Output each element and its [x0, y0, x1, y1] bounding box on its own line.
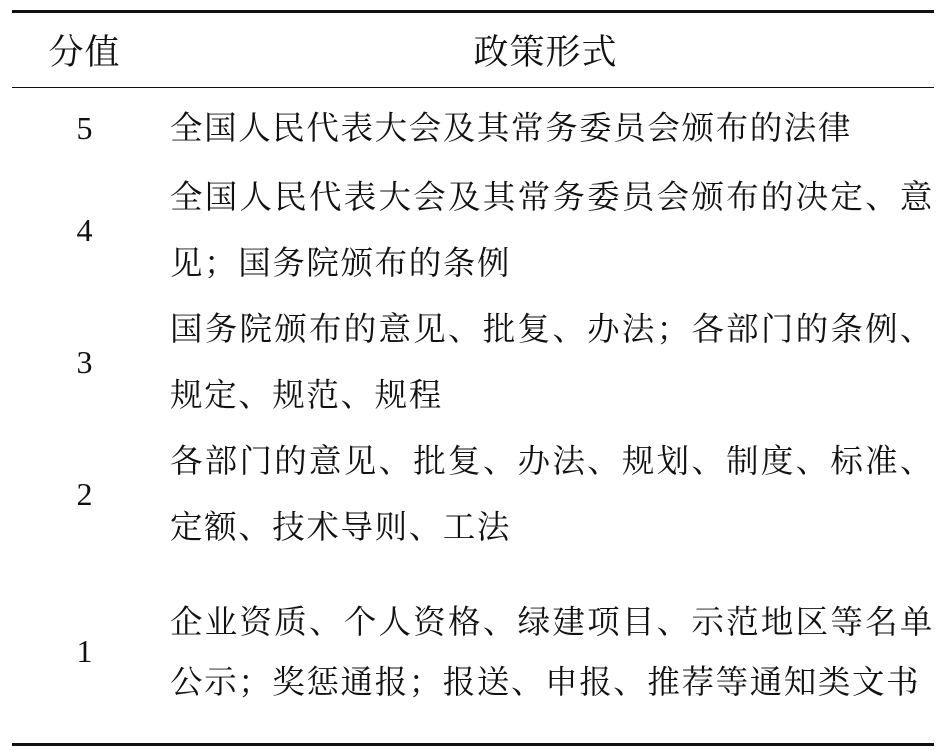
- table-header-row: [12, 13, 934, 87]
- score-cell: 2: [76, 475, 93, 512]
- policy-form-text: 全国人民代表大会及其常务委员会颁布的决定、意见；国务院颁布的条例: [170, 178, 934, 282]
- score-cell: 4: [76, 211, 93, 248]
- score-cell: 3: [76, 343, 93, 380]
- policy-form-cell: [170, 92, 934, 164]
- header-score: 分值: [48, 33, 121, 73]
- table-header-rule: [12, 87, 934, 88]
- table-row: [12, 92, 934, 164]
- policy-form-text: 国务院颁布的意见、批复、办法；各部门的条例、规定、规范、规程: [170, 310, 934, 414]
- policy-form-text: 全国人民代表大会及其常务委员会颁布的法律: [170, 109, 853, 147]
- score-cell: 5: [76, 109, 93, 146]
- table-row: [12, 164, 934, 296]
- policy-form-text: 企业资质、个人资格、绿建项目、示范地区等名单公示；奖惩通报；报送、申报、推荐等通知类文书: [170, 602, 934, 701]
- policy-form-cell: [170, 560, 934, 743]
- policy-form-text: 各部门的意见、批复、办法、规划、制度、标准、定额、技术导则、工法: [170, 442, 934, 546]
- score-cell: 1: [76, 633, 93, 669]
- header-policy-form: 政策形式: [473, 33, 618, 73]
- table-row: [12, 560, 934, 743]
- table-bottom-rule: [12, 743, 934, 746]
- table-row: [12, 428, 934, 560]
- policy-form-cell: [170, 428, 934, 560]
- policy-form-cell: [170, 164, 934, 296]
- table-row: [12, 296, 934, 428]
- policy-form-cell: [170, 296, 934, 428]
